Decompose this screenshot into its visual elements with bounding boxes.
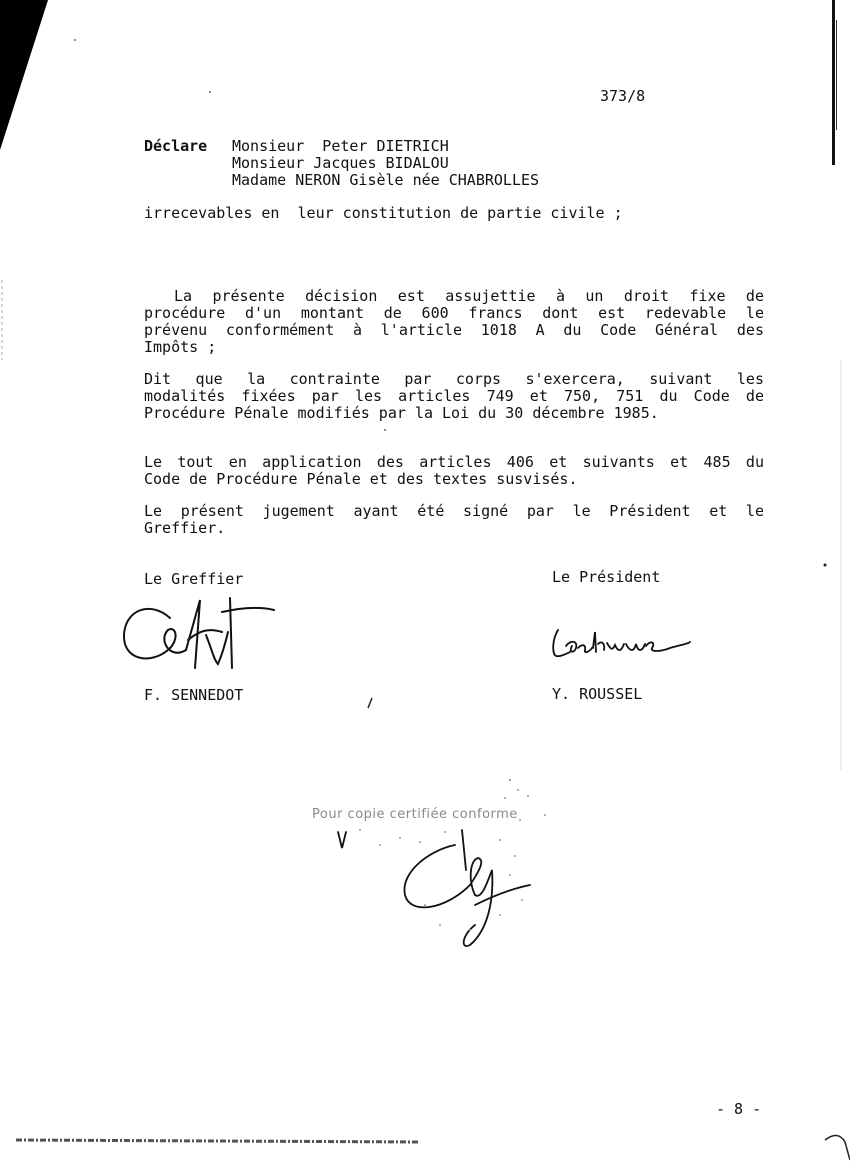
paragraph-line: Dit que la contrainte par corps s'exercera, suivant les [144,370,764,388]
paragraph-line: Code de Procédure Pénale et des textes susvisés. [144,470,578,488]
paragraph-line: Impôts ; [144,338,217,356]
paragraph-line: Procédure Pénale modifiés par la Loi du 30 décembre 1985. [144,404,659,422]
stamp-signature [338,830,530,946]
declared-name-3: Madame NERON Gisèle née CHABROLLES [232,171,540,189]
paragraph-line: Greffier. [144,519,226,537]
greffier-signature [124,598,274,668]
declared-name-2: Monsieur Jacques BIDALOU [232,154,449,172]
president-signature [553,630,690,656]
certified-copy-stamp: Pour copie certifiée conforme [312,807,518,822]
paragraph-line: Le tout en application des articles 406 et suivants et 485 du [144,453,764,471]
president-title: Le Président [552,568,661,586]
page-number: - 8 - [716,1100,762,1118]
paragraph-line: prévenu conformément à l'article 1018 A du Code Général des [144,321,764,339]
declared-name-1: Monsieur Peter DIETRICH [232,137,449,155]
declare-label: Déclare [144,137,208,155]
paragraph-line: La présente décision est assujettie à un droit fixe de [174,287,764,305]
page-reference: 373/8 [600,87,646,105]
president-name: Y. ROUSSEL [552,685,643,703]
faded-stamp-dots [359,779,546,931]
paragraph-line: Le présent jugement ayant été signé par le Président et le [144,502,764,520]
greffier-title: Le Greffier [144,570,244,588]
paragraph-line: modalités fixées par les articles 749 et 750, 751 du Code de [144,387,764,405]
irrecevables-line: irrecevables en leur constitution de partie civile ; [144,204,623,222]
greffier-name: F. SENNEDOT [144,686,244,704]
paragraph-line: procédure d'un montant de 600 francs dont est redevable le [144,304,764,322]
